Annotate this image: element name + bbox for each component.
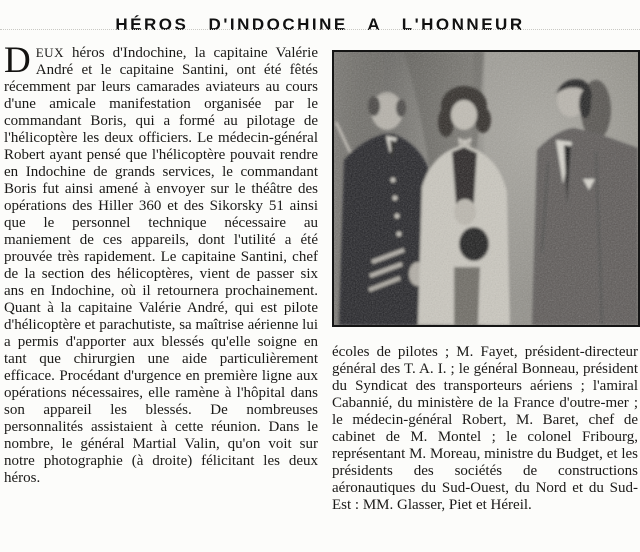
- photo-illustration: [334, 52, 638, 325]
- left-column-text: héros d'Indochine, la capitaine Valérie André et le capitaine Santini, ont été fêtés récemment par leurs camarades aviateurs au cours d'une amicale manifestation organisée par le commandant Boris, qui a formé au pilotage de l'hélicoptère les deux officiers. Le médecin-général Robert ayant pensé que l'hélicoptère pouvait rendre en Indochine de grands services, le commandant Boris fut ainsi amené à envoyer sur le théâtre des opérations des Hiller 360 et des Sikorsky 51 ainsi que le personnel technique nécessaire au maniement de ces appareils, dont l'utilité a été prouvée très rapidement. Le capitaine Santini, chef de la section des hélicoptères, vient de passer six ans en Indochine, où il retournera prochainement. Quant à la capitaine Valérie André, qui est pilote d'hélicoptère et parachutiste, sa maîtrise aérienne lui a permis d'apporter aux blessés qu'elle soigne en tant que chirurgien une aide particulièrement efficace. Procédant d'urgence en première ligne aux opérations nécessaires, elle ramène à l'hôpital dans son appareil les blessés. De nombreuses personnalités assistaient à cette réunion. Dans le nombre, le général Martial Valin, qu'on voit sur notre photographie (à droite) félicitant les deux héros.: [4, 45, 318, 486]
- right-column-text: écoles de pilotes ; M. Fayet, président-directeur général des T. A. I. ; le général Bonneau, président du Syndicat des transporteurs aériens ; l'amiral Cabannié, du ministère de la France d'outre-mer ; le médecin-général Robert, M. Baret, chef de cabinet de M. Montel ; le colonel Fribourg, représentant M. Moreau, ministre du Budget, et les présidents des sociétés de constructions aéronautiques du Sud-Ouest, du Nord et du Sud-Est : MM. Glasser, Piet et Héreil.: [332, 344, 638, 513]
- title-rule-divider: [0, 29, 640, 30]
- article-left-column: [4, 40, 318, 487]
- article-photograph: [332, 50, 640, 327]
- photo-grain-overlay: [334, 52, 638, 325]
- page-title: HÉROS D'INDOCHINE A L'HONNEUR: [115, 15, 525, 35]
- drop-cap: D: [4, 40, 31, 81]
- article-right-column: [332, 344, 638, 514]
- lead-caps: EUX: [35, 45, 64, 60]
